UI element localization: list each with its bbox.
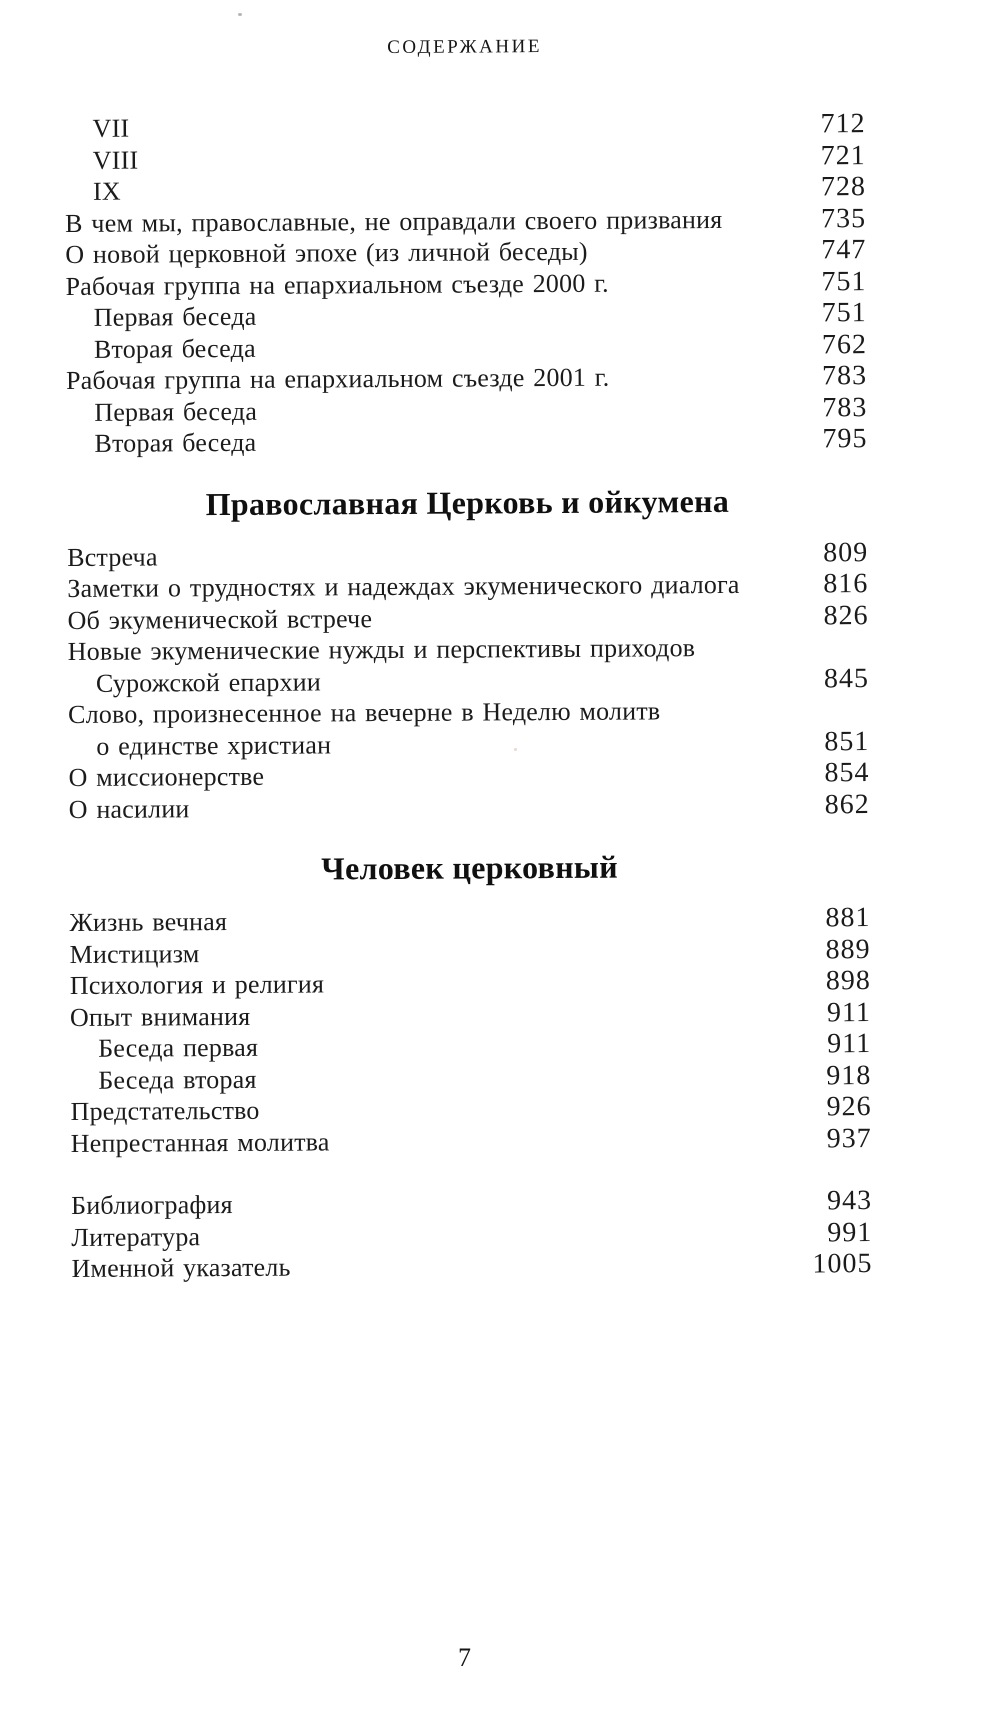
toc-row xyxy=(70,1091,871,1127)
toc-section xyxy=(69,846,872,1159)
toc-entry-label: Встреча xyxy=(67,541,158,572)
toc-row xyxy=(70,965,871,1001)
toc-entry-label: Литература xyxy=(71,1221,201,1252)
toc-entry-label: Сурожской епархии xyxy=(95,666,322,698)
toc-entry-label: VII xyxy=(92,113,130,143)
toc-row xyxy=(70,997,871,1033)
toc-entry-label: Новые экуменические нужды и перспективы приходов xyxy=(67,633,696,666)
toc-row xyxy=(65,266,866,302)
toc-entry-label: О миссионерстве xyxy=(68,761,265,792)
toc-entry-label: IX xyxy=(92,176,121,206)
toc-entry-page: 845 xyxy=(823,662,870,694)
toc-row xyxy=(70,1028,871,1064)
toc-entry-label: Вторая беседа xyxy=(94,427,257,458)
toc-row xyxy=(67,537,868,573)
toc-row xyxy=(66,329,867,365)
toc-section xyxy=(64,108,867,459)
toc-entry-page: 889 xyxy=(825,933,871,965)
toc-entry-page: 854 xyxy=(824,757,870,789)
toc-entry-page: 898 xyxy=(825,965,871,997)
toc-row xyxy=(64,108,865,144)
toc-entry-label: Об экуменической встрече xyxy=(67,603,373,635)
toc-row xyxy=(68,726,869,762)
toc-entry-page: 735 xyxy=(821,202,867,234)
toc-row xyxy=(67,568,868,604)
toc-entry-label: Беседа вторая xyxy=(98,1064,257,1095)
toc-entry-label: Рабочая группа на епархиальном съезде 2000 г. xyxy=(65,268,609,301)
toc-entry-page: 881 xyxy=(825,902,871,934)
toc-row xyxy=(70,1060,871,1096)
toc-content xyxy=(64,33,873,1284)
toc-entry-label: Предстательство xyxy=(70,1095,260,1126)
toc-entry-label: Опыт внимания xyxy=(69,1001,251,1032)
toc-entry-page: 918 xyxy=(826,1059,872,1091)
toc-row xyxy=(70,934,871,970)
toc-entry-label: Первая беседа xyxy=(93,301,257,332)
toc-entry-label: Психология и религия xyxy=(69,969,325,1000)
toc-entry-label: Мистицизм xyxy=(69,938,200,969)
toc-entry-page: 991 xyxy=(827,1216,873,1248)
toc-entry-label: Рабочая группа на епархиальном съезде 2001 г. xyxy=(66,362,610,395)
page-number: 7 xyxy=(458,1643,471,1672)
toc-entry-page: 911 xyxy=(826,996,872,1028)
toc-row xyxy=(68,663,869,699)
toc-entry-page: 751 xyxy=(821,297,867,329)
scan-speck xyxy=(238,13,242,16)
toc-entry-label: Вторая беседа xyxy=(93,333,256,364)
toc-entry-label: В чем мы, православные, не оправдали своего призвания xyxy=(65,204,723,238)
toc-entry-page: 783 xyxy=(821,360,868,392)
toc-row xyxy=(69,902,870,938)
toc-row xyxy=(68,694,869,730)
toc-row xyxy=(71,1123,872,1159)
section-heading: Православная Церковь и ойкумена xyxy=(205,482,730,522)
toc xyxy=(64,108,872,1284)
toc-row xyxy=(65,140,866,176)
toc-entry-label: Заметки о трудностях и надеждах экуменического диалога xyxy=(67,569,740,603)
toc-row xyxy=(65,171,866,207)
toc-entry-page: 783 xyxy=(822,391,868,423)
toc-entry-page: 728 xyxy=(820,171,867,203)
toc-entry-page: 762 xyxy=(821,328,867,360)
toc-row xyxy=(69,789,870,825)
toc-row xyxy=(67,600,868,636)
toc-entry-page: 911 xyxy=(827,1028,872,1060)
toc-entry-label: Непрестанная молитва xyxy=(70,1126,330,1158)
toc-entry-page: 795 xyxy=(822,423,868,455)
toc-entry-page: 809 xyxy=(823,536,869,568)
toc-entry-label: О новой церковной эпохе (из личной беседы) xyxy=(65,236,588,269)
toc-entry-page: 1005 xyxy=(812,1248,873,1280)
toc-entry-label: Беседа первая xyxy=(98,1032,259,1063)
toc-row xyxy=(66,297,867,333)
toc-row xyxy=(66,392,867,428)
page-title: СОДЕРЖАНИЕ xyxy=(387,36,542,59)
toc-row xyxy=(65,234,866,270)
toc-entry-label: Слово, произнесенное на вечерне в Неделю молитв xyxy=(68,696,661,729)
toc-entry-label: Библиография xyxy=(71,1189,233,1220)
toc-row xyxy=(71,1248,872,1284)
toc-entry-page: 816 xyxy=(823,568,869,600)
toc-row xyxy=(66,423,867,459)
toc-entry-page: 721 xyxy=(820,139,866,171)
toc-entry-page: 851 xyxy=(824,725,870,757)
toc-entry-page: 826 xyxy=(823,599,869,631)
toc-row xyxy=(65,203,866,239)
toc-row xyxy=(71,1185,872,1221)
toc-entry-label: Именной указатель xyxy=(71,1252,291,1283)
toc-entry-page: 926 xyxy=(826,1091,872,1123)
toc-entry-label: О насилии xyxy=(68,793,190,824)
toc-entry-label: Первая беседа xyxy=(94,396,258,427)
section-heading: Человек церковный xyxy=(321,848,619,887)
toc-entry-page: 747 xyxy=(821,234,867,266)
toc-entry-label: VIII xyxy=(92,145,139,175)
toc-entry-label: Жизнь вечная xyxy=(69,907,228,937)
toc-section xyxy=(71,1185,873,1284)
toc-section xyxy=(67,481,870,825)
toc-entry-page: 943 xyxy=(827,1185,873,1217)
toc-row xyxy=(68,757,869,793)
toc-entry-page: 712 xyxy=(820,108,866,140)
toc-row xyxy=(71,1217,872,1253)
toc-row xyxy=(66,360,867,396)
toc-entry-page: 937 xyxy=(826,1122,872,1154)
toc-entry-page: 862 xyxy=(824,788,870,820)
toc-entry-page: 751 xyxy=(821,265,867,297)
toc-entry-label: о единстве христиан xyxy=(96,729,332,761)
toc-row xyxy=(68,631,869,667)
